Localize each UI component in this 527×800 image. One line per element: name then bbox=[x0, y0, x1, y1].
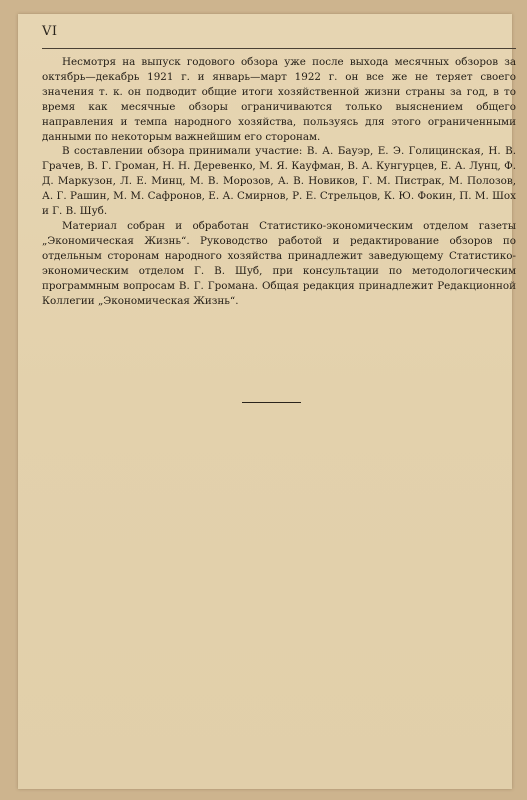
header-rule bbox=[42, 48, 516, 49]
page-number: VI bbox=[42, 24, 58, 39]
paragraph-contributors: В составлении обзора принимали участие: В. А. Бауэр, Е. Э. Голицинская, Н. В. Грачев, В. Г. Громан, Н. Н. Деревенко, М. Я. Кауфман, В. А. Кунгурцев, Е. А. Лунц, Ф. Д. Маркузон, Л. Е. Минц, М. В. Морозов, А. В. Новиков, Г. М. Пистрак, М. Полозов, А. Г. Рашин, М. М. Сафронов, Е. А. Смирнов, Р. Е. Стрельцов, К. Ю. Фокин, П. М. Шох и Г. В. Шуб. bbox=[42, 145, 516, 218]
paragraph-purpose: Несмотря на выпуск годового обзора уже после выхода месячных обзоров за октябрь—декабрь 1921 г. и январь—март 1922 г. он все же не теряет своего значения т. к. он подводит общие итоги хозяйственной жизни страны за год, в то время как месячные обзоры ограничиваются только выяснением общего направления и темпа народного хозяйства, пользуясь для этого ограниченными данными по некоторым важнейшим его сторонам. bbox=[42, 56, 516, 143]
book-page bbox=[18, 14, 516, 789]
body-text bbox=[42, 55, 516, 308]
section-divider bbox=[242, 402, 301, 403]
paragraph-editorial: Материал собран и обработан Статистико-экономическим отделом газеты „Экономическая Жизнь“. Руководство работой и редактирование обзоров по отдельным сторонам народного хозяйства принадлежит заведующему Статистико-экономическим отделом Г. В. Шуб, при консультации по методологическим программным вопросам В. Г. Громана. Общая редакция принадлежит Редакционной Коллегии „Экономическая Жизнь“. bbox=[42, 219, 516, 307]
